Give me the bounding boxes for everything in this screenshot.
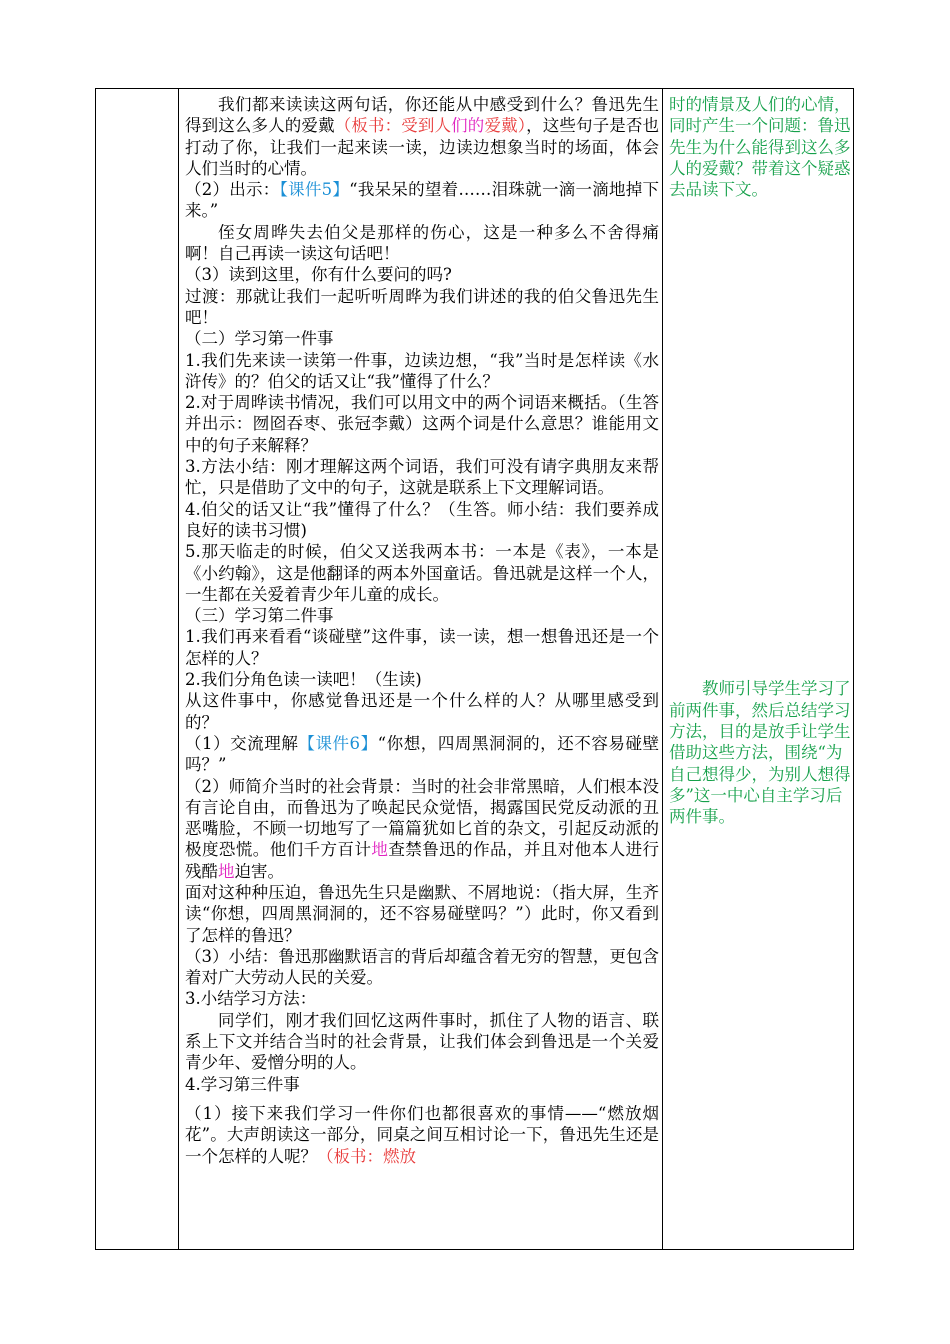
column-divider-1 <box>178 88 179 1250</box>
section-heading-2: （三）学习第二件事 <box>185 606 334 626</box>
step-2-2: 2.我们分角色读一读吧！（生读) <box>185 670 422 690</box>
step-2-7: （3）小结：鲁迅那幽默语言的背后却蕴含着无穷的智慧，更包含着对广大劳动人民的关爱。 <box>185 946 659 988</box>
step-2-9: 同学们，刚才我们回忆这两件事时，抓住了人物的语言、联系上下文并结合当时的社会背景，让我们体会到鲁迅是一个关爱青少年、爱憎分明的人。 <box>185 1010 659 1073</box>
design-note-1: 时的情景及人们的心情，同时产生一个问题：鲁迅先生为什么能得到这么多人的爱戴？带着这个疑惑去品读下文。 <box>669 95 851 200</box>
paragraph-transition: 过渡：那就让我们一起听听周晔为我们讲述的我的伯父鲁迅先生吧！ <box>185 286 659 327</box>
board-note: （板书：燃放 <box>317 1146 416 1166</box>
paragraph-niece: 侄女周晔失去伯父是那样的伤心，这是一种多么不舍得痛啊！自己再读一读这句话吧！ <box>185 222 659 264</box>
step-2-1: 1.我们再来看看“谈碰壁”这件事，读一读，想一想鲁迅还是一个怎样的人？ <box>185 627 659 668</box>
teaching-process-column <box>185 94 659 1244</box>
table-left-border <box>95 88 96 1250</box>
column-divider-2 <box>662 88 663 1250</box>
step-2-10: 4.学习第三件事 <box>185 1074 300 1094</box>
step-2-5: （2）师简介当时的社会背景：当时的社会非常黑暗，人们根本没有言论自由，而鲁迅为了唤起民众觉悟，揭露国民党反动派的丑恶嘴脸，不顾一切地写了一篇篇犹如匕首的杂文，引起反动派的极度恐慌。他们千方百计地查禁鲁迅的作品，并且对他本人进行残酷地迫害。 <box>185 776 659 881</box>
paragraph-slide-5: （2）出示：【课件5】“我呆呆的望着……泪珠就一滴一滴地掉下来。” <box>185 180 659 221</box>
step-2-3: 从这件事中，你感觉鲁迅还是一个什么样的人？从哪里感受到的？ <box>185 691 659 732</box>
slide-reference: 【课件5】 <box>279 180 350 200</box>
step-2-4: （1）交流理解【课件6】“你想，四周黑洞洞的，还不容易碰壁吗？” <box>185 733 659 775</box>
step-1-4: 4.伯父的话又让“我”懂得了什么？（生答。师小结：我们要养成良好的读书习惯) <box>185 499 659 540</box>
step-1-1: 1.我们先来读一读第一件事，边读边想，“我”当时是怎样读《水浒传》的？伯父的话又让“我”懂得了什么？ <box>185 350 659 391</box>
spacer <box>185 1095 659 1103</box>
step-1-5: 5.那天临走的时候，伯父又送我两本书：一本是《表》，一本是《小约翰》，这是他翻译的两本外国童话。鲁迅就是这样一个人，一生都在关爱着青少年儿童的成长。 <box>185 542 659 604</box>
step-2-6: 面对这种种压迫，鲁迅先生只是幽默、不屑地说：（指大屏，生齐读“你想，四周黑洞洞的，还不容易碰壁吗？”）此时，你又看到了怎样的鲁迅？ <box>185 882 659 945</box>
step-1-2: 2.对于周晔读书情况，我们可以用文中的两个词语来概括。（生答并出示：囫囵吞枣、张冠李戴）这两个词是什么意思？谁能用文中的句子来解释？ <box>185 393 659 455</box>
step-1-3: 3.方法小结：刚才理解这两个词语，我们可没有请字典朋友来帮忙，只是借助了文中的句子，这就是联系上下文理解词语。 <box>185 457 659 498</box>
paragraph-intro: 我们都来读读这两句话，你还能从中感受到什么？鲁迅先生得到这么多人的爱戴（板书：受到人们的爱戴），这些句子是否也打动了你，让我们一起来读一读，边读边想象当时的场面，体会人们当时的心情。 <box>185 95 659 178</box>
table-top-border <box>95 88 854 89</box>
design-note-2: 教师引导学生学习了前两件事，然后总结学习方法，目的是放手让学生借助这些方法，围绕“为自己想得少，为别人想得多”这一中心自主学习后两件事。 <box>669 679 851 827</box>
table-bottom-border <box>95 1249 854 1250</box>
table-right-border <box>853 88 854 1250</box>
step-2-8: 3.小结学习方法： <box>185 989 317 1009</box>
design-intent-column <box>669 94 851 1244</box>
paragraph-question: （3）读到这里，你有什么要问的吗? <box>185 265 452 285</box>
board-note: （板书：受到人 <box>334 116 452 136</box>
lesson-plan-table <box>95 88 854 1250</box>
slide-reference: 【课件6】 <box>298 733 378 753</box>
section-heading-1: （二）学习第一件事 <box>185 329 334 349</box>
step-3-1: （1）接下来我们学习一件你们也都很喜欢的事情——“燃放烟花”。大声朗读这一部分，同桌之间互相讨论一下，鲁迅先生还是一个怎样的人呢？（板书：燃放 <box>185 1103 659 1166</box>
